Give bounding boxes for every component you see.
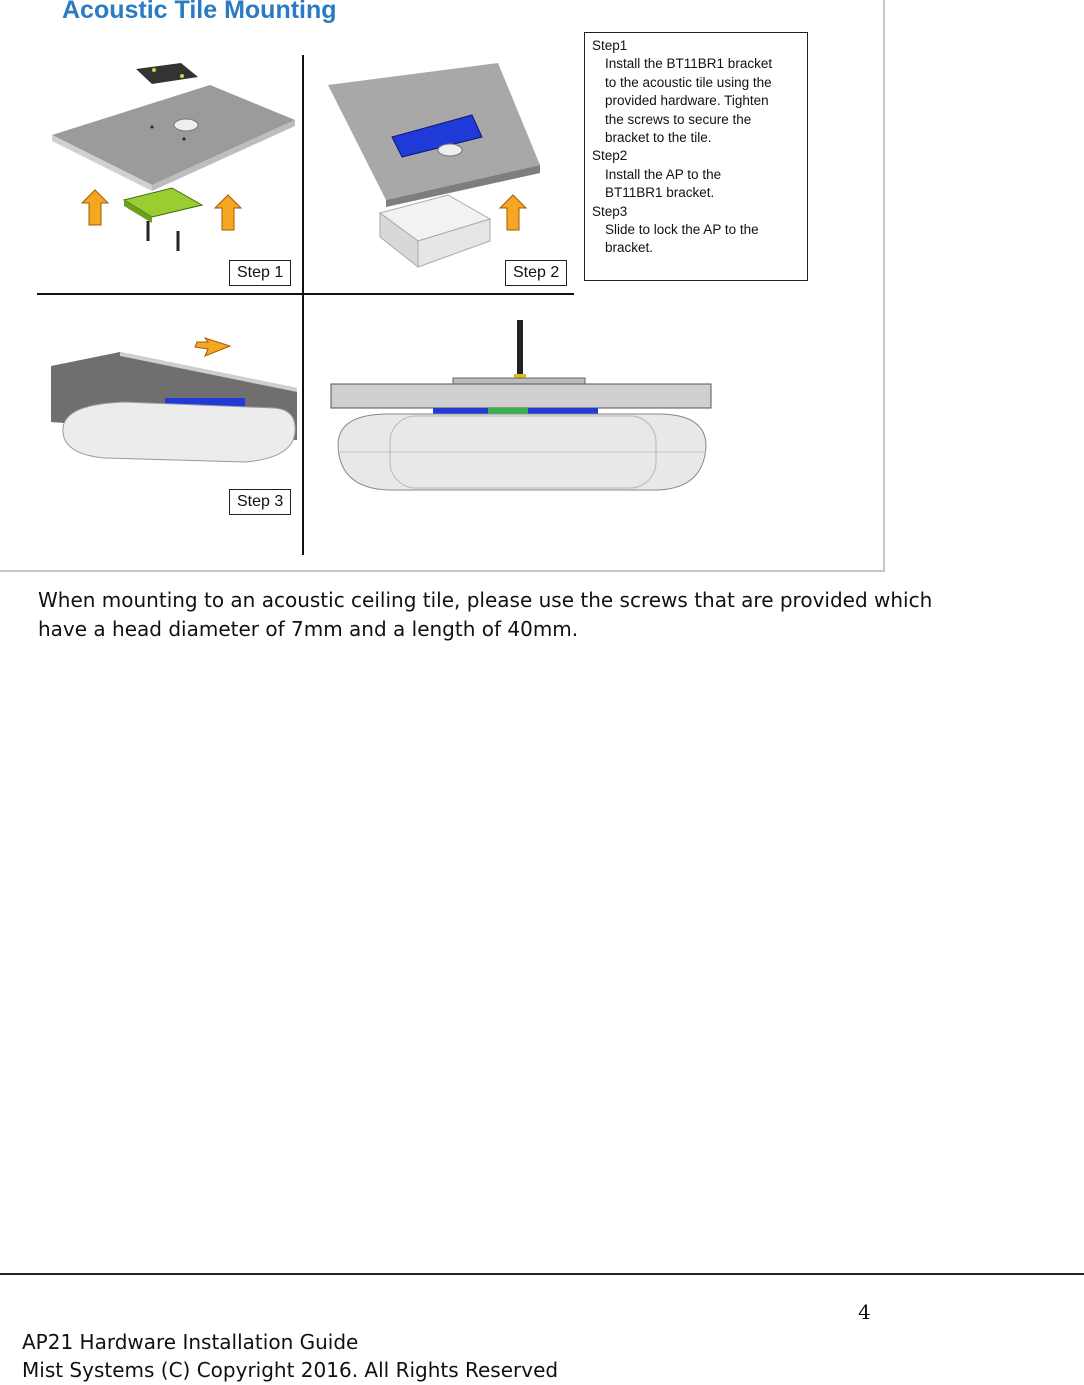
step2-line: BT11BR1 bracket. — [605, 185, 715, 201]
side-view-illustration — [328, 318, 713, 498]
step3-line: bracket. — [605, 240, 654, 256]
footer-title: AP21 Hardware Installation Guide — [22, 1330, 359, 1354]
footer — [22, 1328, 558, 1384]
step2-label: Step 2 — [505, 260, 567, 286]
step3-line: Slide to lock the AP to the — [605, 222, 759, 238]
footer-copyright: Mist Systems (C) Copyright 2016. All Rights Reserved — [22, 1358, 559, 1382]
figure-title: Acoustic Tile Mounting — [62, 0, 337, 24]
divider-horizontal — [37, 293, 574, 295]
step2-line: Install the AP to the — [605, 166, 722, 182]
footer-rule — [0, 1273, 1084, 1275]
step2-heading: Step2 — [592, 148, 628, 164]
mounting-figure — [0, 0, 885, 572]
step3-heading: Step3 — [592, 203, 628, 219]
step1-label: Step 1 — [229, 260, 291, 286]
step1-line: provided hardware. Tighten — [605, 93, 769, 109]
body-paragraph: When mounting to an acoustic ceiling tile, please use the screws that are provided which have a head diameter of 7mm and a length of 40mm. — [38, 588, 933, 641]
step1-illustration — [40, 55, 300, 260]
step1-line: bracket to the tile. — [605, 130, 712, 146]
step1-heading: Step1 — [592, 38, 628, 53]
step2-illustration — [320, 55, 575, 270]
step1-line: to the acoustic tile using the — [605, 74, 772, 90]
divider-vertical — [302, 55, 304, 555]
step3-label: Step 3 — [229, 489, 291, 515]
instructions-box — [584, 32, 808, 281]
step3-illustration — [45, 330, 300, 470]
step1-line: the screws to secure the — [605, 111, 752, 127]
page-number: 4 — [858, 1300, 871, 1324]
step1-line: Install the BT11BR1 bracket — [605, 56, 773, 72]
